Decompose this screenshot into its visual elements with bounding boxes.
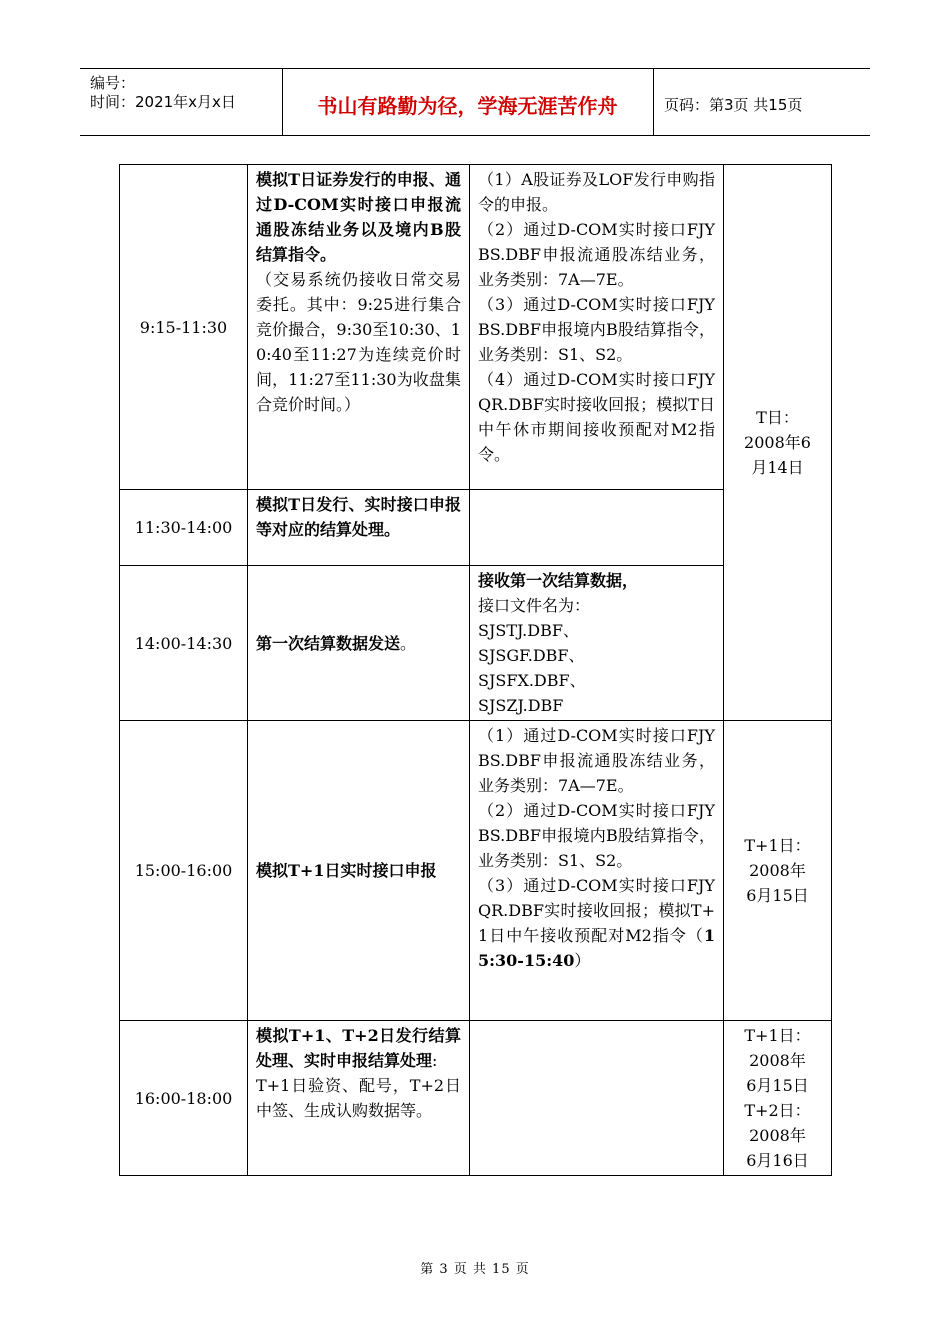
header-time: 时间：2021年x月x日 <box>90 93 236 111</box>
task-tail: 。 <box>400 633 417 653</box>
date-line: 2008年 <box>749 1051 806 1070</box>
header-page-info: 页码：第3页 共15页 <box>664 95 803 114</box>
task-colon: : <box>432 1051 438 1070</box>
detail-item: （2）通过D-COM实时接口FJYBS.DBF申报流通股冻结业务，业务类别：7A—7E。 <box>478 220 715 289</box>
detail-item: （1）A股证券及LOF发行申购指令的申报。 <box>478 170 715 214</box>
detail-item <box>478 873 715 973</box>
detail-line: SJSZJ.DBF <box>478 696 564 715</box>
detail-line: SJSFX.DBF、 <box>478 671 586 690</box>
date-line: T+1日： <box>744 1026 811 1045</box>
header-slogan: 书山有路勤为径，学海无涯苦作舟 <box>282 69 654 135</box>
detail-cell <box>470 490 724 566</box>
task-title: 第一次结算数据发送 <box>256 633 401 653</box>
task-cell <box>248 566 470 721</box>
header-number: 编号： <box>90 74 136 92</box>
detail-time-bold: 15:30-15:40 <box>478 926 715 970</box>
date-line: 2008年 <box>749 1126 806 1145</box>
page-footer: 第 3 页 共 15 页 <box>420 1262 530 1277</box>
detail-line: SJSGF.DBF、 <box>478 646 585 665</box>
date-cell-t12 <box>724 1021 832 1176</box>
date-line: 2008年6 <box>744 433 811 452</box>
header-meta <box>80 69 283 135</box>
time-cell: 16:00-18:00 <box>120 1021 248 1176</box>
date-line: 6月15日 <box>746 1076 809 1095</box>
detail-item: （3）通过D-COM实时接口FJYBS.DBF申报境内B股结算指令，业务类别：S1、S2。 <box>478 295 715 364</box>
detail-item: （4）通过D-COM实时接口FJYQR.DBF实时接收回报；模拟T日中午休市期间接收预配对M2指令。 <box>478 370 715 464</box>
date-cell-t <box>724 165 832 721</box>
task-cell <box>248 1021 470 1176</box>
detail-line: 接口文件名为： <box>478 596 591 615</box>
time-cell: 11:30-14:00 <box>120 490 248 566</box>
detail-item: （1）通过D-COM实时接口FJYBS.DBF申报流通股冻结业务，业务类别：7A—7E。 <box>478 726 715 795</box>
date-line: T日： <box>756 408 799 427</box>
date-line: 6月16日 <box>746 1151 809 1170</box>
time-cell: 15:00-16:00 <box>120 721 248 1021</box>
task-cell <box>248 490 470 566</box>
date-line: 月14日 <box>751 458 804 477</box>
time-cell: 14:00-14:30 <box>120 566 248 721</box>
detail-cell <box>470 165 724 490</box>
table-row <box>120 1021 832 1176</box>
task-title: 模拟T日发行、实时接口申报等对应的结算处理。 <box>256 495 461 539</box>
date-line: T+2日： <box>744 1101 811 1120</box>
table-row <box>120 165 832 490</box>
date-line: 6月15日 <box>746 886 809 905</box>
task-title: 模拟T+1、T+2日发行结算处理、实时申报结算处理 <box>256 1026 461 1070</box>
detail-line: SJSTJ.DBF、 <box>478 621 579 640</box>
task-cell <box>248 165 470 490</box>
table-row <box>120 721 832 1021</box>
detail-text: ） <box>574 951 591 970</box>
detail-cell <box>470 1021 724 1176</box>
date-line: T+1日： <box>744 836 811 855</box>
task-cell <box>248 721 470 1021</box>
detail-title: 接收第一次结算数据， <box>478 571 639 590</box>
detail-cell <box>470 721 724 1021</box>
detail-item: （2）通过D-COM实时接口FJYBS.DBF申报境内B股结算指令，业务类别：S1、S2。 <box>478 801 715 870</box>
date-cell-t1 <box>724 721 832 1021</box>
task-title: 模拟T+1日实时接口申报 <box>256 861 437 880</box>
task-note: T+1日验资、配号，T+2日中签、生成认购数据等。 <box>256 1076 461 1120</box>
detail-text: （3）通过D-COM实时接口FJYQR.DBF实时接收回报；模拟T+1日中午接收预配对M2指令（ <box>478 876 715 945</box>
page-header <box>80 68 870 136</box>
task-note: （交易系统仍接收日常交易委托。其中：9:25进行集合竞价撮合，9:30至10:30、10:40至11:27为连续竞价时间，11:27至11:30为收盘集合竞价时间。） <box>256 270 461 414</box>
task-title: 模拟T日证券发行的申报、通过D-COM实时接口申报流通股冻结业务以及境内B股结算指令。 <box>256 170 461 264</box>
schedule-table <box>119 164 832 1176</box>
detail-cell <box>470 566 724 721</box>
time-cell: 9:15-11:30 <box>120 165 248 490</box>
date-line: 2008年 <box>749 861 806 880</box>
